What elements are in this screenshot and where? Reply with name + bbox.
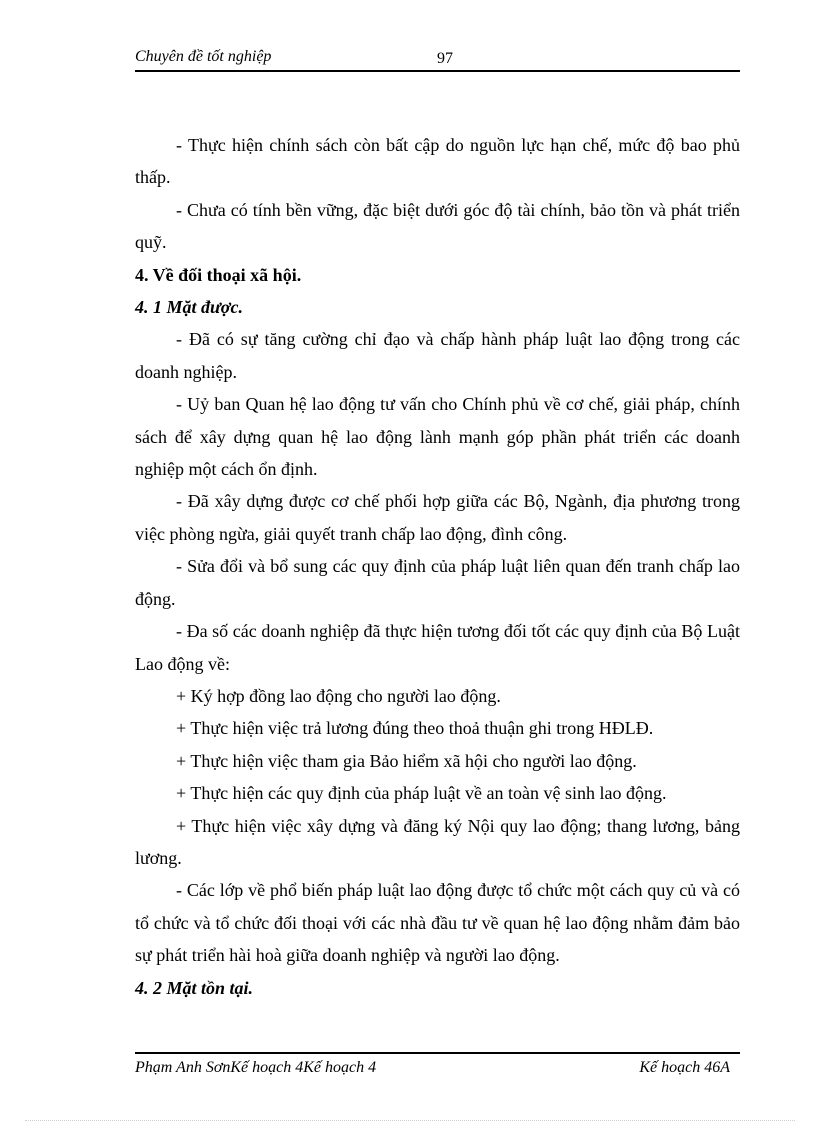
footer-author: Phạm Anh SơnKế hoạch 4Kế hoạch 4 xyxy=(135,1059,377,1076)
paragraph: - Đã xây dựng được cơ chế phối hợp giữa các Bộ, Ngành, địa phương trong việc phòng ngừa, giải quyết tranh chấp lao động, đình công. xyxy=(135,491,740,544)
paragraph: - Đã có sự tăng cường chỉ đạo và chấp hành pháp luật lao động trong các doanh nghiệp. xyxy=(135,329,740,382)
page-number: 97 xyxy=(437,50,453,67)
bullet-item: + Thực hiện việc trả lương đúng theo thoả thuận ghi trong HĐLĐ. xyxy=(176,718,654,739)
bullet-item: + Thực hiện việc tham gia Bảo hiểm xã hội cho người lao động. xyxy=(176,750,637,771)
paragraph: - Uỷ ban Quan hệ lao động tư vấn cho Chính phủ về cơ chế, giải pháp, chính sách để xây dựng quan hệ lao động lành mạnh góp phần phát triển các doanh nghiệp một cách ổn định. xyxy=(135,394,740,480)
footer-class: Kế hoạch 46A xyxy=(639,1059,730,1076)
document-body xyxy=(135,129,740,1004)
paragraph: - Thực hiện chính sách còn bất cập do nguồn lực hạn chế, mức độ bao phủ thấp. xyxy=(135,135,740,188)
subsection-heading: 4. 2 Mặt tồn tại. xyxy=(135,977,254,998)
page-edge-divider xyxy=(25,1120,795,1121)
bullet-item: + Thực hiện các quy định của pháp luật về an toàn vệ sinh lao động. xyxy=(176,783,667,804)
paragraph: - Sửa đổi và bổ sung các quy định của pháp luật liên quan đến tranh chấp lao động. xyxy=(135,556,740,609)
page-header xyxy=(135,48,740,72)
bullet-item: + Thực hiện việc xây dựng và đăng ký Nội quy lao động; thang lương, bảng lương. xyxy=(135,815,740,868)
bullet-item: + Ký hợp đồng lao động cho người lao động. xyxy=(176,685,501,706)
subsection-heading: 4. 1 Mặt được. xyxy=(135,297,243,318)
paragraph: - Đa số các doanh nghiệp đã thực hiện tương đối tốt các quy định của Bộ Luật Lao động về: xyxy=(135,621,740,674)
paragraph: - Chưa có tính bền vững, đặc biệt dưới góc độ tài chính, bảo tồn và phát triển quỹ. xyxy=(135,199,740,253)
header-title: Chuyên đề tốt nghiệp xyxy=(135,48,272,65)
page-footer xyxy=(135,1052,740,1080)
section-heading: 4. Về đối thoại xã hội. xyxy=(135,264,302,285)
paragraph: - Các lớp về phổ biến pháp luật lao động được tổ chức một cách quy củ và có tổ chức và tổ chức đối thoại với các nhà đầu tư về quan hệ lao động nhằm đảm bảo sự phát triển hài hoà giữa doanh nghiệp và người lao động. xyxy=(135,880,740,966)
